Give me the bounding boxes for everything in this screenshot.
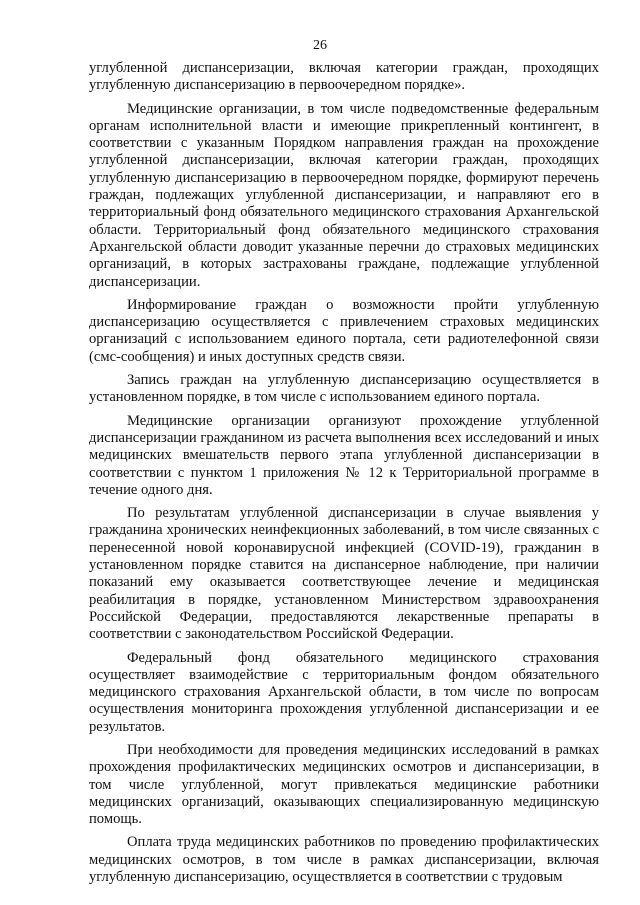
paragraph-specialist-involvement: При необходимости для проведения медицинских исследований в рамках прохождения профилактических медицинских осмотров и диспансеризации, в том числе углубленной, могут привлекаться медицинские работники медицинских организаций, оказывающих специализированную медицинскую помощь. bbox=[89, 741, 599, 828]
paragraph-informing-citizens: Информирование граждан о возможности пройти углубленную диспансеризацию осуществляется с привлечением страховых медицинских организаций с использованием единого портала, сети радиотелефонной связи (смс-сообщения) и иных доступных средств связи. bbox=[89, 296, 599, 365]
paragraph-organization-of-screening: Медицинские организации организуют прохождение углубленной диспансеризации гражданином из расчета выполнения всех исследований и иных медицинских вмешательств первого этапа углубленной диспансеризации в соответствии с пунктом 1 приложения № 12 к Территориальной программе в течение одного дня. bbox=[89, 412, 599, 498]
paragraph-screening-results: По результатам углубленной диспансеризации в случае выявления у гражданина хронических неинфекционных заболеваний, в том числе связанных с перенесенной новой коронавирусной инфекцией (COVID-19), гражданин в установленном порядке ставится на диспансерное наблюдение, при наличии показаний ему оказывается соответствующее лечение и медицинская реабилитация в порядке, установленном Министерством здравоохранения Российской Федерации, предоставляются лекарственные препараты в соответствии с законодательством Российской Федерации. bbox=[89, 505, 599, 643]
paragraph-federal-fund-interaction: Федеральный фонд обязательного медицинского страхования осуществляет взаимодействие с территориальным фондом обязательного медицинского страхования Архангельской области, в том числе по вопросам осуществления мониторинга прохождения углубленной диспансеризации и ее результатов. bbox=[89, 649, 599, 735]
document-body bbox=[89, 60, 599, 892]
paragraph-payment-of-labor: Оплата труда медицинских работников по проведению профилактических медицинских осмотров, в том числе в рамках диспансеризации, включая углубленную диспансеризацию, осуществляется в соответствии с трудовым bbox=[89, 834, 599, 886]
paragraph-continuation: углубленной диспансеризации, включая категории граждан, проходящих углубленную диспансеризацию в первоочередном порядке». bbox=[89, 60, 599, 94]
paragraph-registration: Запись граждан на углубленную диспансеризацию осуществляется в установленном порядке, в том числе с использованием единого портала. bbox=[89, 372, 599, 406]
page-number: 26 bbox=[313, 38, 327, 53]
paragraph-medical-organizations: Медицинские организации, в том числе подведомственные федеральным органам исполнительной власти и имеющие прикрепленный контингент, в соответствии с указанным Порядком направления граждан на прохождение углубленной диспансеризации, включая категории граждан, проходящих углубленную диспансеризацию в первоочередном порядке, формируют перечень граждан, подлежащих углубленной диспансеризации, и направляют его в территориальный фонд обязательного медицинского страхования Архангельской области. Территориальный фонд обязательного медицинского страхования Архангельской области доводит указанные перечни до страховых медицинских организаций, в которых застрахованы граждане, подлежащие углубленной диспансеризации. bbox=[89, 100, 599, 290]
